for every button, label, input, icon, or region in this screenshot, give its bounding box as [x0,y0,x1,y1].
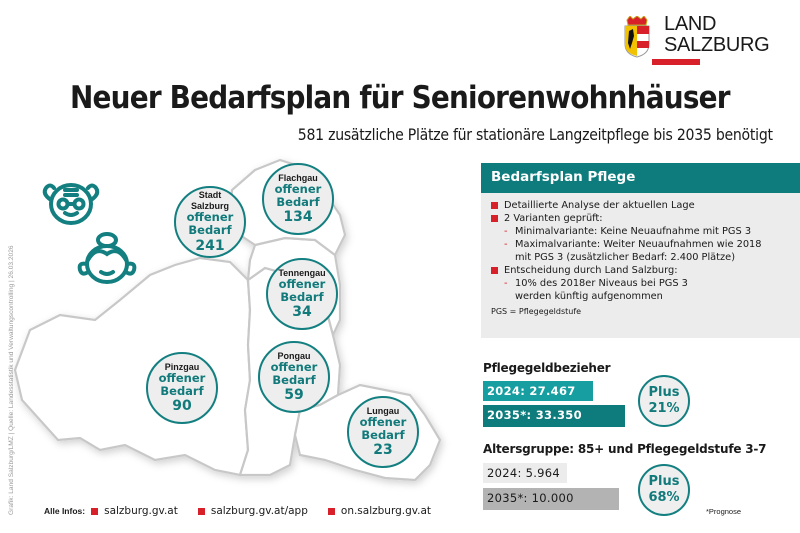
bedarfsplan-panel [481,163,800,338]
region-label: offener [359,414,407,429]
senior-woman-icon [74,232,140,284]
region-stadt-salzburg [174,186,246,258]
alter-2024-bar: 2024: 5.964 [483,463,567,483]
alter-plus-badge [638,464,690,516]
plus-label: Plus [648,385,680,401]
region-label: Bedarf [361,428,405,443]
coat-of-arms-icon [622,16,652,58]
region-name: Pongau [277,350,311,361]
region-name-line1: Stadt [198,190,222,201]
footer-links [44,505,451,517]
region-value: 241 [195,237,225,254]
list-item: Detaillierte Analyse der aktuellen Lage [491,199,790,212]
region-label: Bedarf [276,195,320,210]
link-salzburg-app[interactable]: salzburg.gv.at/app [210,505,308,517]
list-item: Entscheidung durch Land Salzburg: [491,264,790,277]
senior-man-icon [38,178,104,226]
plus-label: Plus [648,474,680,490]
link-on-salzburg[interactable]: on.salzburg.gv.at [340,505,432,517]
region-value: 23 [373,442,393,459]
region-pongau [258,341,330,413]
logo-line2: SALZBURG [664,34,770,56]
logo-underline [652,59,700,65]
bullet-square-icon [91,508,98,515]
pflegegeld-2035-bar: 2035*: 33.350 [483,405,625,427]
alter-2035-bar: 2035*: 10.000 [483,488,619,510]
pflegegeld-title: Pflegegeldbezieher [483,361,611,375]
alter-title: Altersgruppe: 85+ und Pflegegeldstufe 3-7 [483,442,767,456]
region-label: offener [158,370,206,385]
region-tennengau [266,258,338,330]
bullet-square-icon [328,508,335,515]
region-pinzgau [146,352,218,424]
panel-footnote: PGS = Pflegegeldstufe [491,307,582,316]
region-name-line2: Salzburg [190,200,229,211]
region-label: Bedarf [188,223,232,238]
plus-value: 21% [648,401,680,416]
prognose-footnote: *Prognose [706,507,742,516]
list-item: 2 Varianten geprüft: [491,212,790,225]
region-value: 59 [284,387,304,404]
region-value: 34 [292,304,312,321]
logo-line1: LAND [664,13,717,35]
region-name: Flachgau [278,172,318,183]
region-label: offener [278,276,326,291]
pflegegeld-2024-bar: 2024: 27.467 [483,381,593,401]
plus-value: 68% [648,490,680,505]
region-label: Bedarf [280,290,324,305]
region-label: offener [270,359,318,374]
source-credit: Grafik: Land Salzburg/LMZ | Quelle: Landesstatistik und Verwaltungscontrolling | 26.03.2026 [8,245,15,515]
region-label: Bedarf [272,373,316,388]
region-value: 134 [283,209,313,226]
bullet-square-icon [198,508,205,515]
list-subitem-continued: mit PGS 3 (zusätzlicher Bedarf: 2.400 Plätze) [515,252,736,263]
list-subitem: - 10% des 2018er Niveaus bei PGS 3 [491,277,790,290]
list-subitem: - Minimalvariante: Keine Neuaufnahme mit PGS 3 [491,225,790,238]
panel-list [481,193,800,303]
page-subtitle: 581 zusätzliche Plätze für stationäre Langzeitpflege bis 2035 benötigt [298,125,773,144]
panel-title: Bedarfsplan Pflege [481,163,800,193]
region-label: offener [186,210,234,225]
region-flachgau [262,163,334,235]
region-value: 90 [172,398,192,415]
pflegegeld-plus-badge [638,375,690,427]
footer-label: Alle Infos: [44,506,86,516]
region-label: offener [274,181,322,196]
land-salzburg-logo [622,14,769,58]
region-lungau [347,396,419,468]
list-subitem: - Maximalvariante: Weiter Neuaufnahmen wie 2018 [491,238,790,251]
region-name: Pinzgau [164,361,200,372]
list-subitem-continued: werden künftig aufgenommen [515,291,663,302]
region-label: Bedarf [160,384,204,399]
link-salzburg-gv-at[interactable]: salzburg.gv.at [104,505,178,517]
region-name: Tennengau [278,267,326,278]
region-name: Lungau [366,405,400,416]
page-title: Neuer Bedarfsplan für Seniorenwohnhäuser [70,80,730,116]
